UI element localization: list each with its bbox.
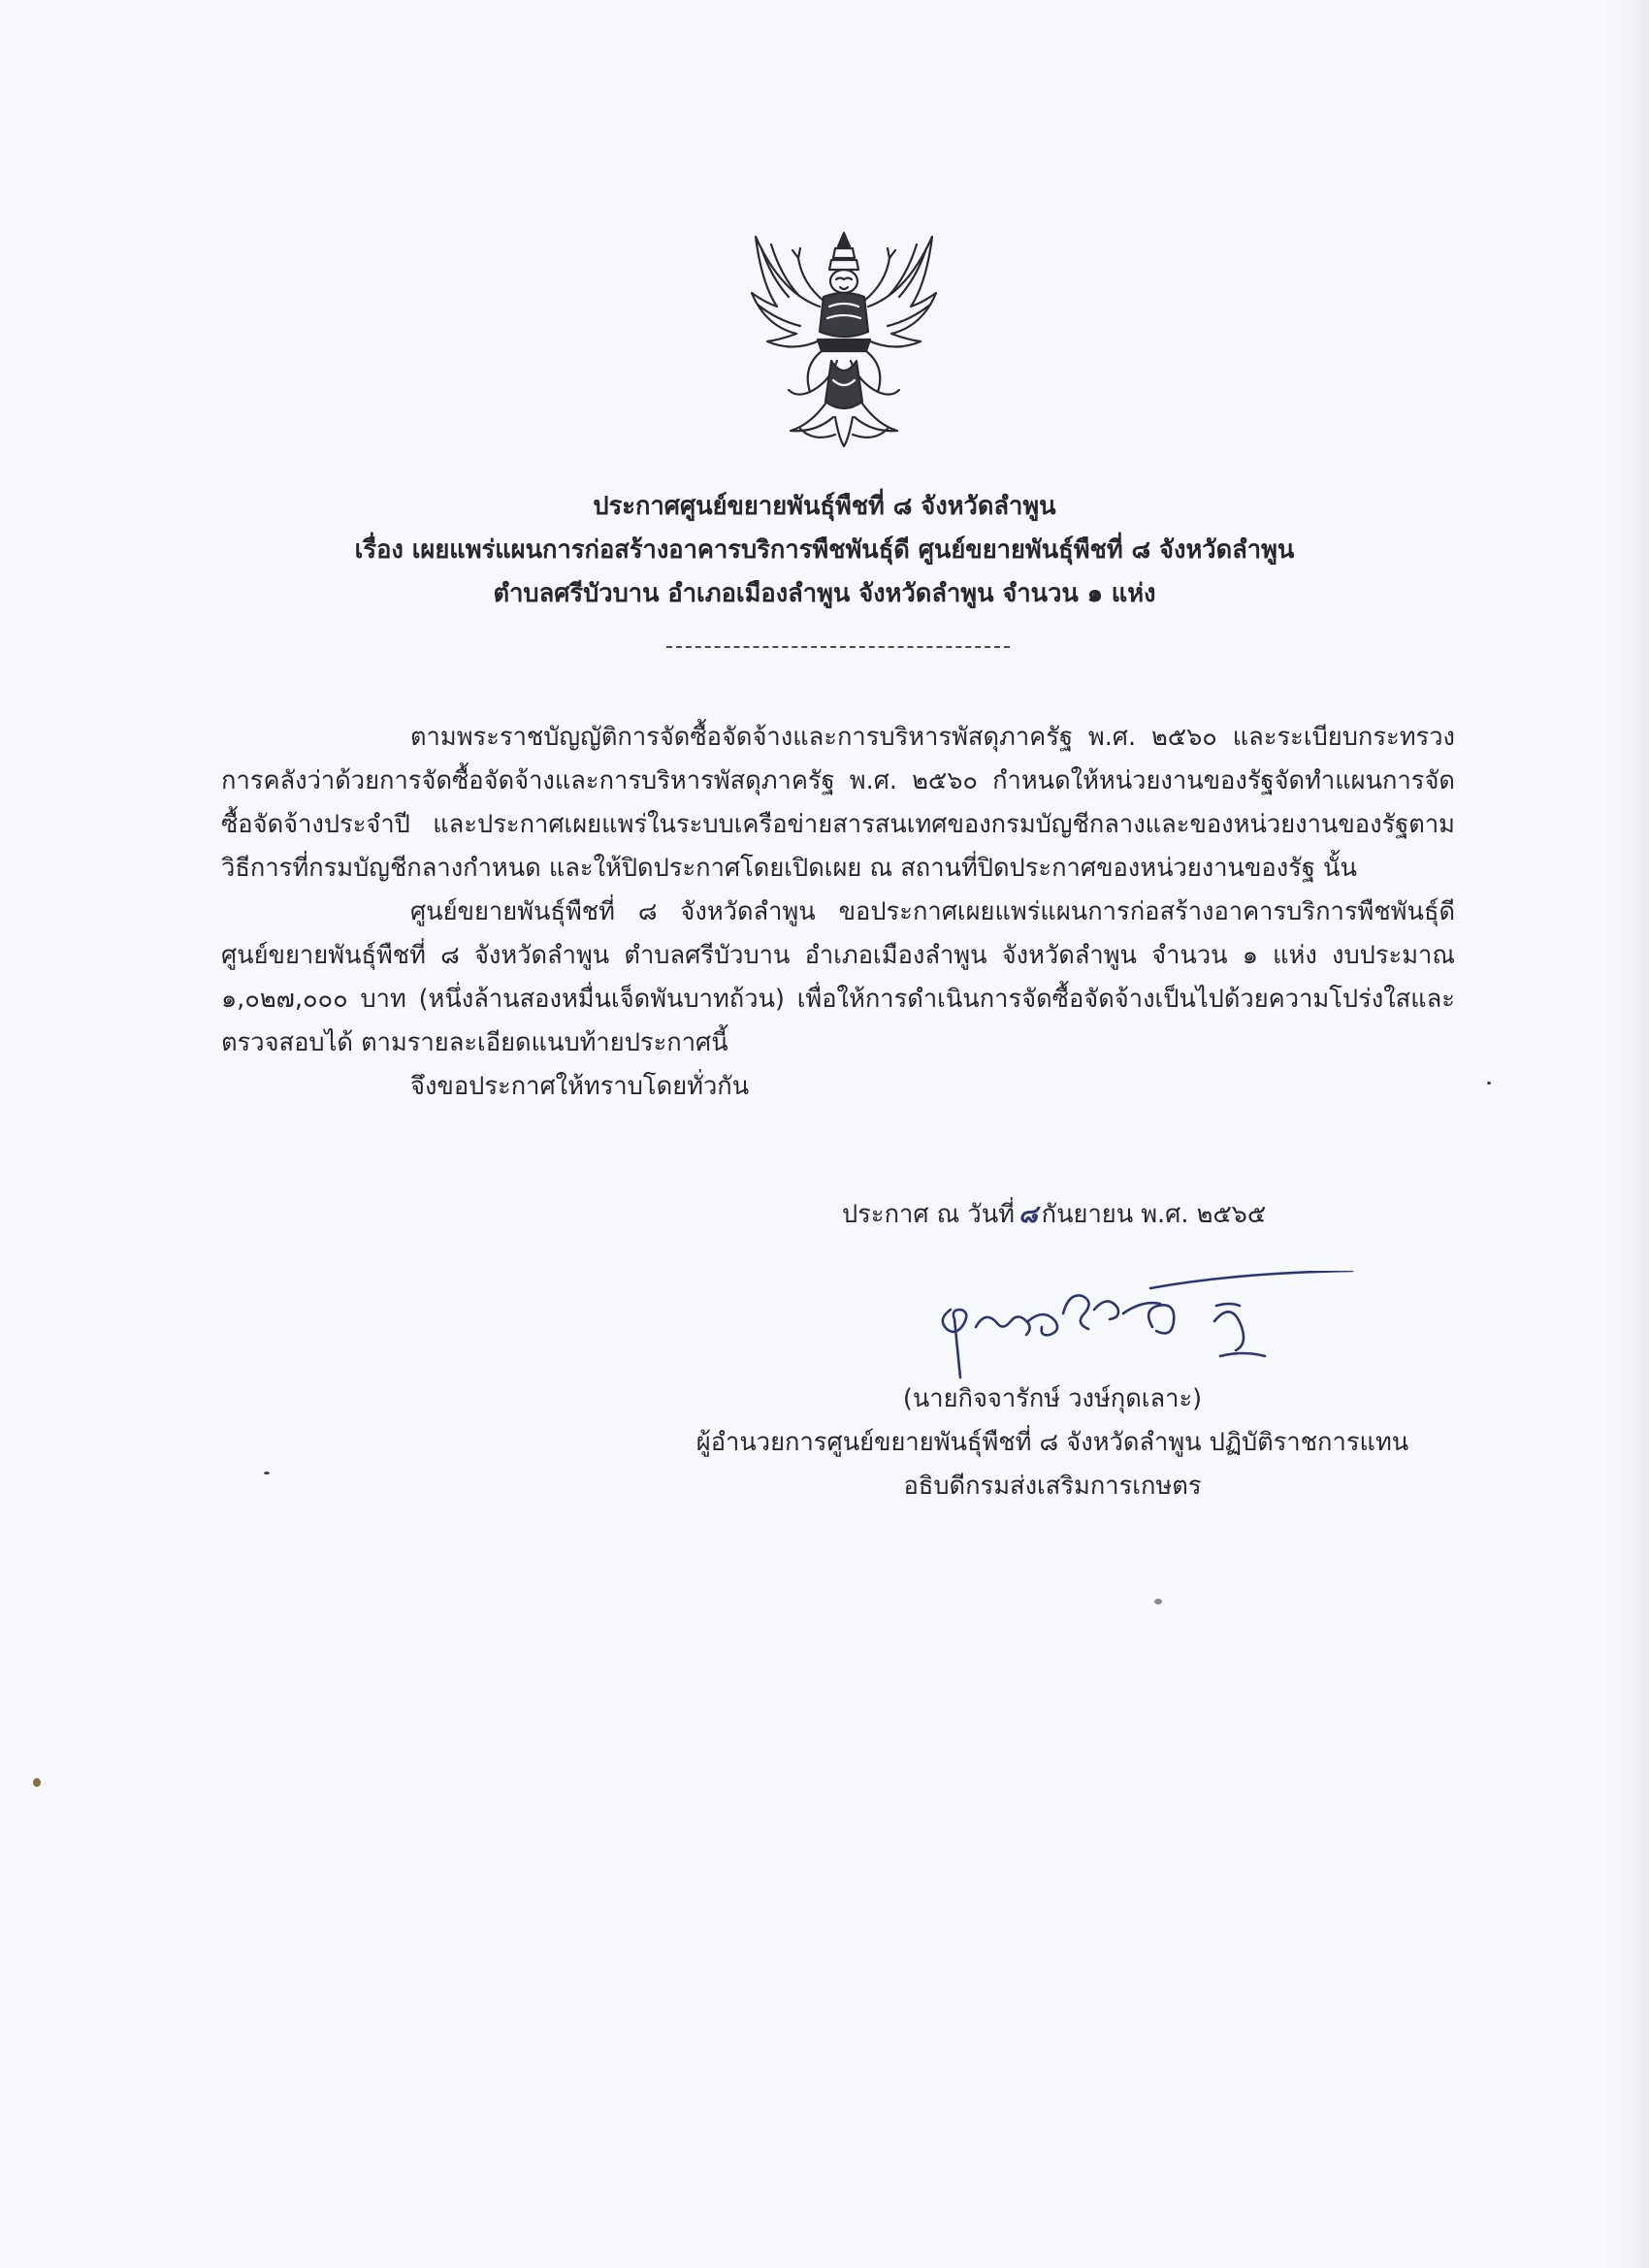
date-suffix: กันยายน พ.ศ. ๒๕๖๕ — [1041, 1200, 1267, 1229]
title-divider — [666, 646, 1010, 648]
body-paragraph-1: ตามพระราชบัญญัติการจัดซื้อจัดจ้างและการบริหารพัสดุภาครัฐ พ.ศ. ๒๕๖๐ และระเบียบกระทรวงการคลังว่าด้วยการจัดซื้อจัดจ้างและการบริหารพัสดุภาครัฐ พ.ศ. ๒๕๖๐ กำหนดให้หน่วยงานของรัฐจัดทำแผนการจัดซื้อจัดจ้างประจำปี และประกาศเผยแพร่ในระบบเครือข่ายสารสนเทศของกรมบัญชีกลางและของหน่วยงานของรัฐตามวิธีการที่กรมบัญชีกลางกำหนด และให้ปิดประกาศโดยเปิดเผย ณ สถานที่ปิดประกาศของหน่วยงานของรัฐ นั้น — [221, 723, 1455, 883]
scan-speck — [33, 1778, 41, 1787]
announcement-title — [194, 485, 1455, 616]
garuda-emblem-icon — [742, 225, 946, 450]
date-day: ๘ — [1018, 1200, 1038, 1229]
signer-block — [640, 1377, 1465, 1508]
closing-statement: จึงขอประกาศให้ทราบโดยทั่วกัน — [410, 1072, 750, 1101]
title-line-1: ประกาศศูนย์ขยายพันธุ์พืชที่ ๘ จังหวัดลำพูน — [593, 492, 1056, 521]
scan-speck — [1154, 1599, 1162, 1604]
body-paragraph-2: ศูนย์ขยายพันธุ์พืชที่ ๘ จังหวัดลำพูน ขอประกาศเผยแพร่แผนการก่อสร้างอาคารบริการพืชพันธุ์ดีศูนย์ขยายพันธุ์พืชที่ ๘ จังหวัดลำพูน ตำบลศรีบัวบาน อำเภอเมืองลำพูน จังหวัดลำพูน จำนวน ๑ แห่ง งบประมาณ ๑,๐๒๗,๐๐๐ บาท (หนึ่งล้านสองหมื่นเจ็ดพันบาทถ้วน) เพื่อให้การดำเนินการจัดซื้อจัดจ้างเป็นไปด้วยความโปร่งใสและตรวจสอบได้ ตามรายละเอียดแนบท้ายประกาศนี้ — [221, 897, 1455, 1057]
title-line-2: เรื่อง เผยแพร่แผนการก่อสร้างอาคารบริการพืชพันธุ์ดี ศูนย์ขยายพันธุ์พืชที่ ๘ จังหวัดลำพูน — [354, 535, 1295, 565]
signer-department: อธิบดีกรมส่งเสริมการเกษตร — [903, 1472, 1202, 1501]
announcement-body — [221, 716, 1455, 1109]
handwritten-signature — [912, 1271, 1368, 1382]
scan-speck — [264, 1472, 270, 1474]
announcement-date — [842, 1193, 1266, 1237]
signer-name: (นายกิจจารักษ์ วงษ์กุดเลาะ) — [902, 1384, 1203, 1413]
signer-position: ผู้อำนวยการศูนย์ขยายพันธุ์พืชที่ ๘ จังหวัดลำพูน ปฏิบัติราชการแทน — [695, 1428, 1409, 1457]
title-line-3: ตำบลศรีบัวบาน อำเภอเมืองลำพูน จังหวัดลำพูน จำนวน ๑ แห่ง — [493, 579, 1156, 608]
date-prefix: ประกาศ ณ วันที่ — [842, 1200, 1015, 1229]
page-edge — [1602, 0, 1649, 2268]
scan-speck — [1487, 1082, 1491, 1085]
